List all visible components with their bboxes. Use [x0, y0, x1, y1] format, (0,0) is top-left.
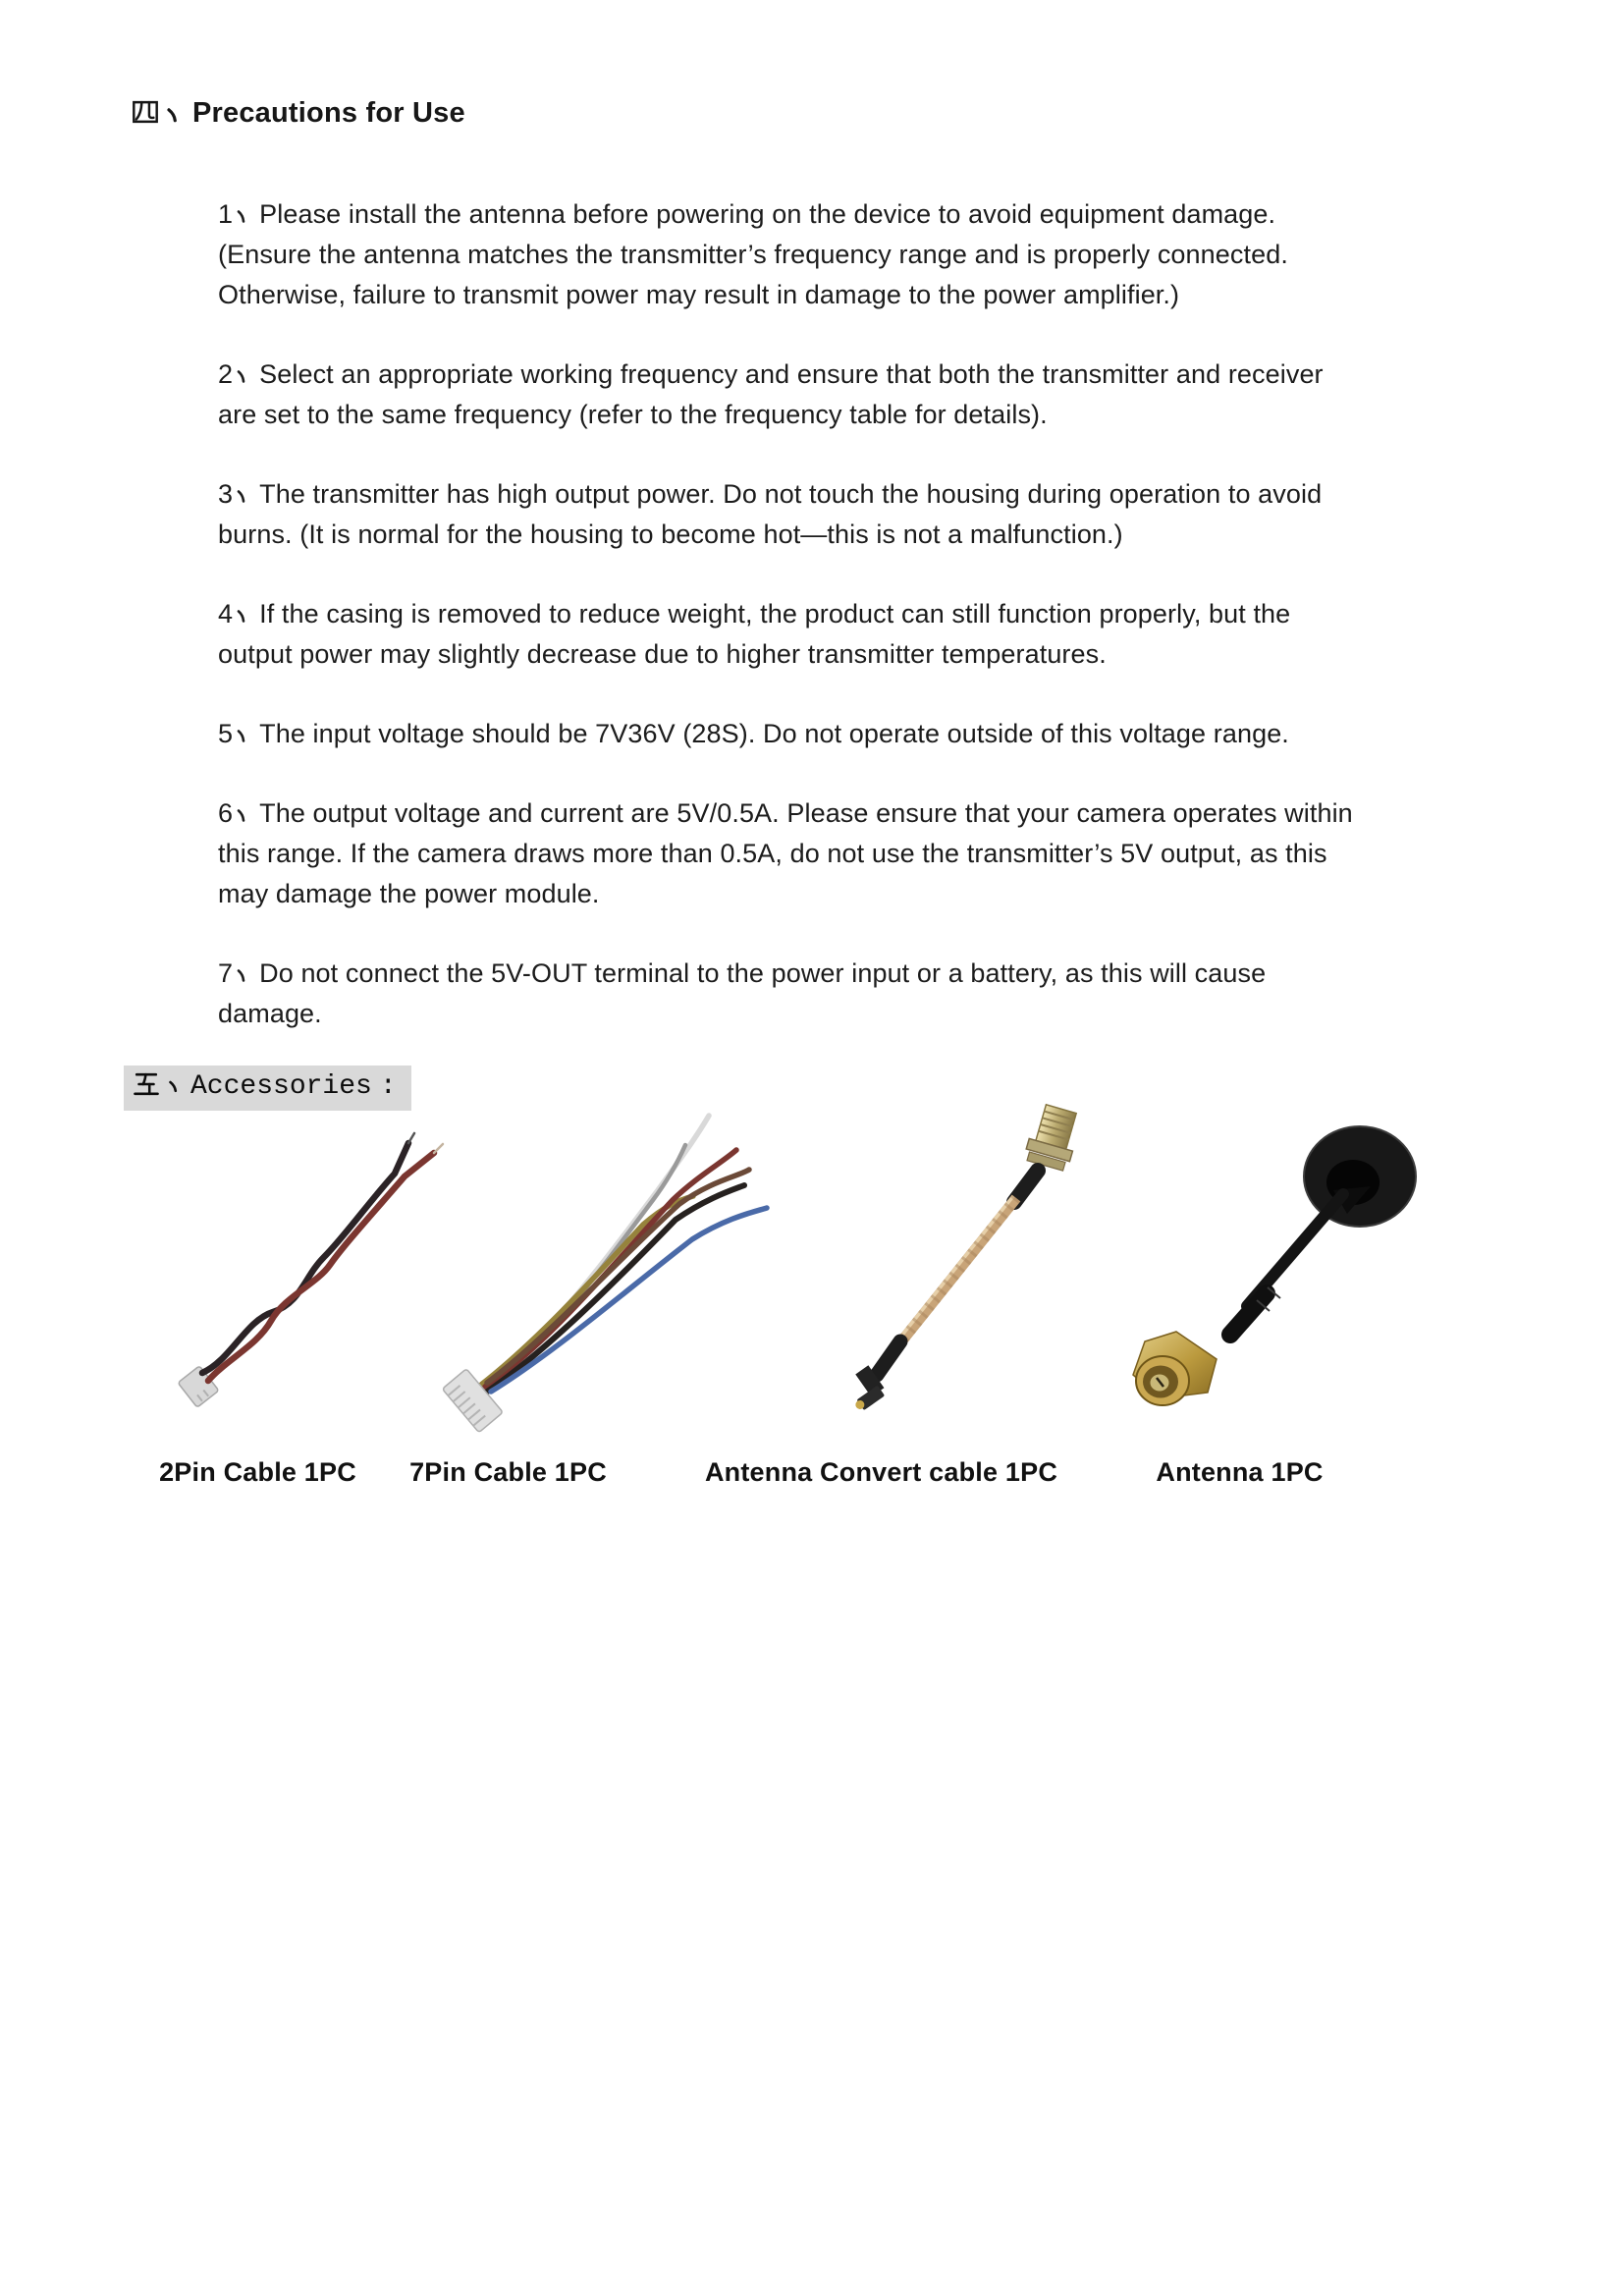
caption-7pin-cable: 7Pin Cable 1PC	[409, 1457, 607, 1487]
ideographic-comma-icon	[236, 793, 248, 834]
sma-female-connector	[1023, 1103, 1083, 1172]
ideographic-comma-icon	[236, 714, 248, 754]
item-line: are set to the same frequency (refer to the frequency table for details).	[218, 400, 1048, 429]
section5-colon: :	[379, 1071, 397, 1102]
ideographic-comma-icon	[236, 194, 248, 235]
item-number: 1	[218, 199, 234, 229]
item-number: 2	[218, 359, 234, 389]
item-line: may damage the power module.	[218, 879, 600, 908]
precautions-list	[218, 194, 1539, 1073]
item-line: burns. (It is normal for the housing to become hot—this is not a malfunction.)	[218, 519, 1123, 549]
item-line: The transmitter has high output power. Do not touch the housing during operation to avoid	[259, 479, 1323, 509]
precaution-item-6	[218, 793, 1539, 914]
precaution-item-4	[218, 594, 1539, 675]
item-number: 4	[218, 599, 234, 629]
caption-antenna: Antenna 1PC	[1156, 1457, 1324, 1487]
section5-heading	[124, 1066, 411, 1111]
item-line: Select an appropriate working frequency and ensure that both the transmitter and receiver	[259, 359, 1324, 389]
item-number: 5	[218, 719, 234, 748]
caption-2pin-cable: 2Pin Cable 1PC	[159, 1457, 356, 1487]
ideographic-comma-icon	[236, 355, 248, 395]
item-number: 6	[218, 798, 234, 828]
cjk-five-glyph	[132, 1069, 161, 1104]
item-line: If the casing is removed to reduce weight, the product can still function properly, but the	[259, 599, 1291, 629]
2pin-cable-photo	[147, 1120, 461, 1429]
item-line: Please install the antenna before powering on the device to avoid equipment damage.	[259, 199, 1276, 229]
item-number: 7	[218, 958, 234, 988]
ideographic-comma-icon	[165, 96, 181, 131]
ideographic-comma-icon	[236, 594, 248, 634]
antenna-photo	[1100, 1092, 1463, 1426]
item-line: damage.	[218, 999, 322, 1028]
section5-title: Accessories	[190, 1071, 372, 1102]
ideographic-comma-icon	[236, 474, 248, 515]
precaution-item-2	[218, 355, 1539, 435]
item-line: The output voltage and current are 5V/0.5A. Please ensure that your camera operates within	[259, 798, 1353, 828]
cjk-four-glyph	[130, 96, 161, 133]
precaution-item-7	[218, 954, 1539, 1034]
item-number: 3	[218, 479, 234, 509]
ideographic-comma-icon	[167, 1072, 181, 1101]
section4-title: Precautions for Use	[192, 97, 465, 129]
item-line: The input voltage should be 7V36V (28S). Do not operate outside of this voltage range.	[259, 719, 1289, 748]
item-line: Otherwise, failure to transmit power may result in damage to the power amplifier.)	[218, 280, 1180, 309]
item-line: output power may slightly decrease due to higher transmitter temperatures.	[218, 639, 1107, 669]
7pin-cable-photo	[422, 1102, 795, 1450]
section4-heading	[130, 96, 465, 133]
item-line: (Ensure the antenna matches the transmitter’s frequency range and is properly connected.	[218, 240, 1288, 269]
ideographic-comma-icon	[236, 954, 248, 994]
precaution-item-1	[218, 194, 1539, 315]
caption-antenna-convert-cable: Antenna Convert cable 1PC	[704, 1457, 1058, 1487]
precaution-item-3	[218, 474, 1539, 555]
sma-male-connector	[1133, 1332, 1217, 1405]
item-line: Do not connect the 5V-OUT terminal to the power input or a battery, as this will cause	[259, 958, 1267, 988]
antenna-convert-cable-photo	[830, 1092, 1095, 1416]
precaution-item-5	[218, 714, 1539, 754]
item-line: this range. If the camera draws more than 0.5A, do not use the transmitter’s 5V output, as this	[218, 839, 1327, 868]
